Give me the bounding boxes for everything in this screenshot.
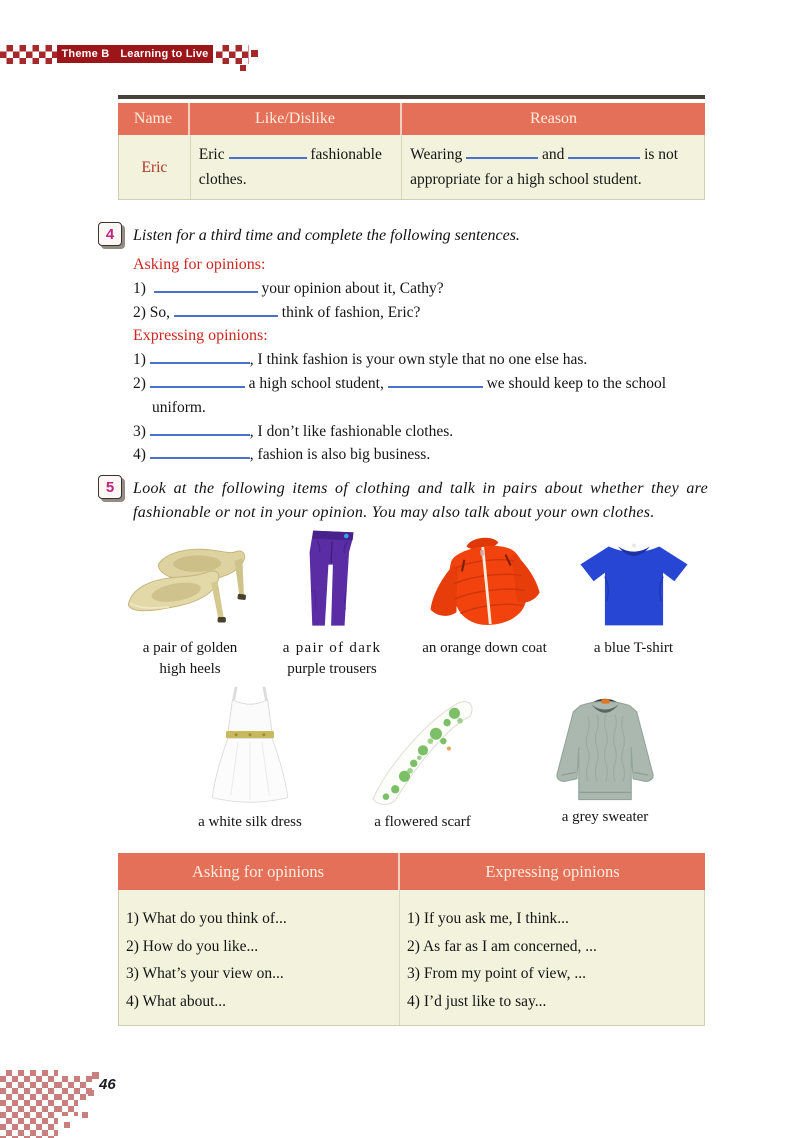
exercise-4 [133, 224, 713, 467]
banner-theme-title: Learning to Live [120, 48, 209, 60]
golden-high-heels-image [121, 527, 259, 631]
clothing-item-heels [118, 527, 262, 680]
exercise-4-badge [98, 222, 122, 246]
opinions-phrases-table [118, 853, 705, 1026]
expressing-sentence-2: 2) a high school student, we should keep to the school [133, 375, 667, 393]
footer-checker-block [56, 1100, 78, 1116]
dress-caption: a white silk dress [198, 814, 302, 830]
clothing-item-tshirt [567, 527, 700, 680]
table1-cell-like: Eric fashionable clothes. [191, 135, 402, 199]
table1-header-like: Like/Dislike [190, 103, 402, 135]
purple-trousers-image [287, 527, 377, 631]
fill-in-blank [229, 146, 307, 159]
expressing-sentence-1: 1) , I think fashion is your own style that no one else has. [133, 351, 588, 369]
header-banner [57, 45, 213, 63]
exercise-4-instruction: Listen for a third time and complete the following sentences. [133, 227, 520, 244]
asking-phrase: 3) What’s your view on... [126, 965, 284, 982]
table1-header-name: Name [118, 103, 190, 135]
asking-sentence-2: 2) So, think of fashion, Eric? [133, 303, 421, 321]
expressing-phrase: 4) I’d just like to say... [407, 992, 547, 1010]
page-number: 46 [99, 1076, 116, 1093]
footer-checker-dot [64, 1122, 70, 1128]
table1-row-eric [118, 135, 705, 200]
orange-down-coat-image [414, 527, 556, 631]
asking-sentence-1: 1) your opinion about it, Cathy? [133, 280, 444, 297]
exercise-5-instruction: Look at the following items of clothing and talk in pairs about whether they are fashionable or not in your opinion. You may also talk about your own clothes. [133, 480, 708, 521]
student-name: Eric [141, 158, 168, 176]
fill-in-blank [388, 375, 483, 388]
fill-in-blank [150, 446, 250, 459]
table2-asking-column [119, 890, 400, 1025]
clothing-item-coat [402, 527, 567, 680]
table2-body [118, 890, 705, 1026]
clothing-item-dress [165, 683, 335, 833]
fill-in-blank [174, 304, 278, 317]
asking-phrase: 2) How do you like... [126, 937, 259, 955]
white-silk-dress-image [199, 683, 301, 805]
clothing-row-2 [165, 683, 700, 833]
expressing-sentence-2-cont: uniform. [152, 398, 206, 416]
fill-in-blank [150, 423, 250, 436]
fill-in-blank [150, 375, 245, 388]
fill-in-blank [568, 146, 640, 159]
header-checker-left [0, 45, 57, 64]
trousers-caption: a pair of dark purple trousers [282, 640, 382, 677]
clothing-item-trousers [262, 527, 402, 680]
coat-caption: an orange down coat [422, 640, 547, 656]
table2-header-asking: Asking for opinions [118, 853, 400, 890]
table1-header-reason: Reason [529, 110, 578, 127]
footer-checker-block [56, 1076, 92, 1100]
listening-notes-table [118, 95, 705, 200]
table1-cell-reason: Wearing and is not appropriate for a high school student. [410, 146, 679, 188]
heels-caption: a pair of golden high heels [142, 640, 238, 677]
banner-theme-label: Theme B [61, 48, 110, 60]
footer-checker-dot [92, 1072, 99, 1079]
fill-in-blank [154, 280, 258, 293]
footer-checker-block [0, 1070, 58, 1138]
blue-tshirt-image [573, 527, 695, 631]
clothing-item-sweater [510, 683, 700, 833]
table2-expressing-column [400, 890, 704, 1025]
table2-header-row [118, 853, 705, 890]
expressing-heading: Expressing opinions: [133, 327, 268, 345]
fill-in-blank [150, 351, 250, 364]
header-checker-dot [240, 65, 246, 71]
expressing-phrase: 3) From my point of view, ... [407, 965, 587, 982]
header-checker-right [216, 45, 249, 64]
header-checker-dot [251, 50, 258, 57]
footer-checker-dot [82, 1112, 88, 1118]
table-top-rule [118, 95, 705, 99]
sweater-caption: a grey sweater [561, 809, 649, 825]
exercise-5-badge [98, 475, 122, 499]
fill-in-blank [466, 146, 538, 159]
tshirt-caption: a blue T-shirt [593, 640, 674, 656]
table2-header-expressing: Expressing opinions [485, 861, 620, 881]
clothing-row-1 [118, 527, 700, 680]
table1-header-row [118, 103, 705, 135]
asking-phrase: 1) What do you think of... [126, 910, 287, 927]
exercise-5-number: 5 [105, 478, 115, 496]
expressing-sentence-4: 4) , fashion is also big business. [133, 446, 431, 464]
table1-cell-name [119, 135, 191, 199]
asking-phrase: 4) What about... [126, 992, 227, 1010]
grey-sweater-image [546, 683, 664, 805]
exercise-4-number: 4 [105, 225, 115, 243]
expressing-phrase: 2) As far as I am concerned, ... [407, 937, 597, 955]
expressing-phrase: 1) If you ask me, I think... [407, 910, 569, 927]
asking-heading: Asking for opinions: [133, 256, 266, 273]
footer-checker-dot [88, 1090, 94, 1096]
scarf-caption: a flowered scarf [374, 814, 471, 830]
flowered-scarf-image [358, 683, 488, 805]
expressing-sentence-3: 3) , I don’t like fashionable clothes. [133, 422, 454, 440]
clothing-item-scarf [335, 683, 510, 833]
